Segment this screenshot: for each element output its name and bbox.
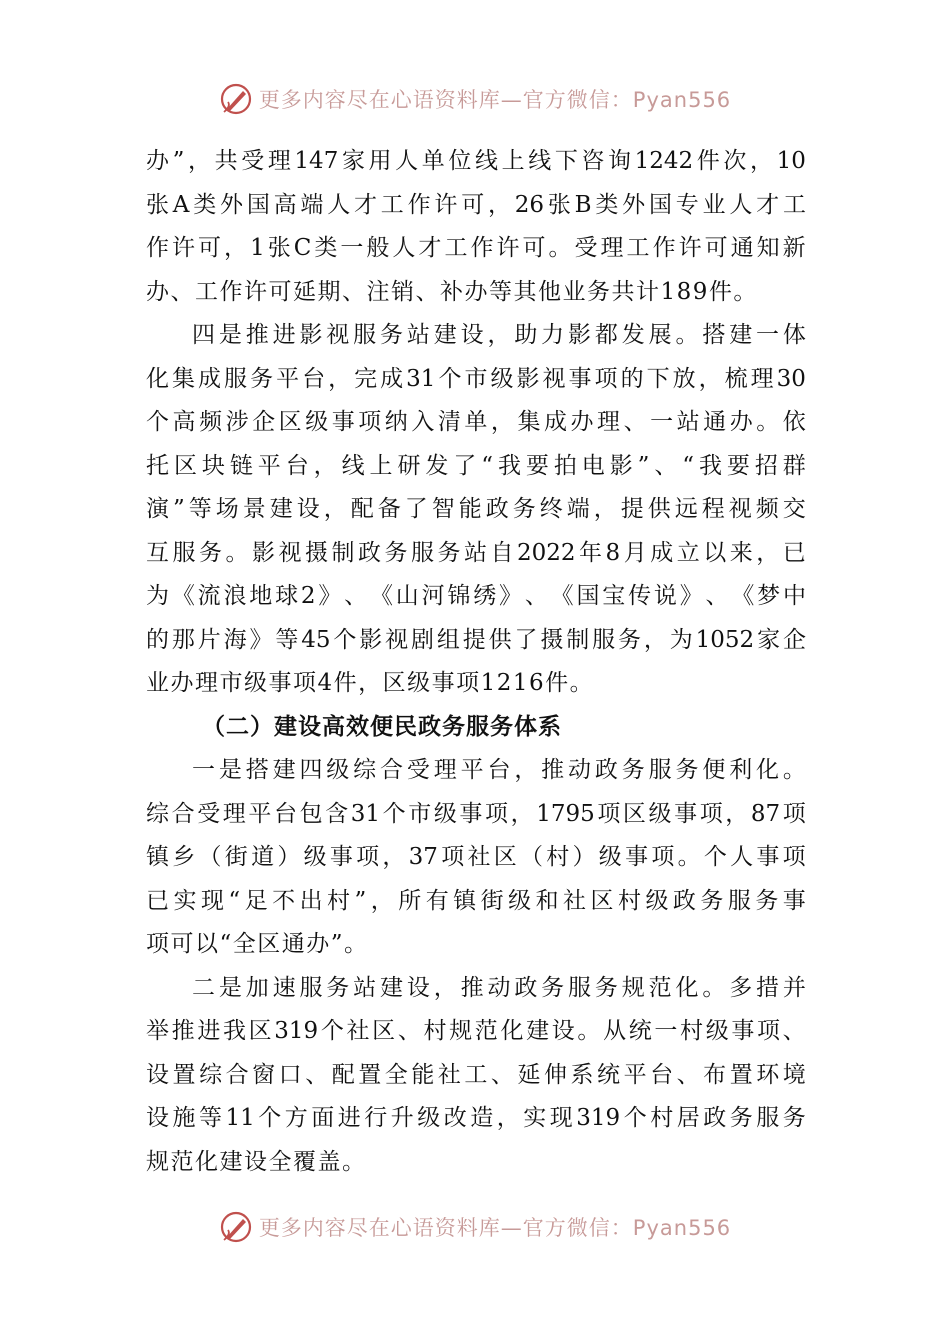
text-line: 互 服 务 。 影 视 摄 制 政 务 服 务 站 自 2022 年 8 月 成 立 以 来 ， 已 xyxy=(146,539,806,566)
footer-watermark xyxy=(0,1210,950,1244)
text-line: 办 ” ， 共 受 理 147 家 用 人 单 位 线 上 线 下 咨 询 1242 件 次 ， 10 xyxy=(146,148,806,174)
document-body xyxy=(146,140,806,1184)
text-line: 已 实 现 “ 足 不 出 村 ” ， 所 有 镇 街 级 和 社 区 村 级 政 务 服 务 事 xyxy=(146,887,806,914)
text-line: 设 施 等 11 个 方 面 进 行 升 级 改 造 ， 实 现 319 个 村 居 政 务 服 务 xyxy=(146,1105,806,1131)
pen-in-circle-icon xyxy=(219,82,253,116)
text-line: 演 ” 等 场 景 建 设 ， 配 备 了 智 能 政 务 终 端 ， 提 供 远 程 视 频 交 xyxy=(146,496,806,522)
text-line: 业办理市级事项4件，区级事项1216件。 xyxy=(146,670,595,696)
text-line: 化 集 成 服 务 平 台 ， 完 成 31 个 市 级 影 视 事 项 的 下 放 ， 梳 理 30 xyxy=(146,365,806,392)
text-line: 张 A 类 外 国 高 端 人 才 工 作 许 可 ， 26 张 B 类 外 国 专 业 人 才 工 xyxy=(146,191,806,218)
text-line: 个 高 频 涉 企 区 级 事 项 纳 入 清 单 ， 集 成 办 理 、 一 站 通 办 。 依 xyxy=(146,409,806,435)
text-line: 二 是 加 速 服 务 站 建 设 ， 推 动 政 务 服 务 规 范 化 。 多 措 并 xyxy=(192,974,806,1001)
pen-in-circle-icon xyxy=(219,1210,253,1244)
text-line: 四 是 推 进 影 视 服 务 站 建 设 ， 助 力 影 都 发 展 。 搭 建 一 体 xyxy=(192,322,806,348)
text-line: 举 推 进 我 区 319 个 社 区 、 村 规 范 化 建 设 。 从 统 一 村 级 事 项 、 xyxy=(146,1018,806,1044)
watermark-text: 更多内容尽在心语资料库—官方微信：Pyan556 xyxy=(258,88,732,112)
text-line: 的 那 片 海 》 等 45 个 影 视 剧 组 提 供 了 摄 制 服 务 ， 为 1052 家 企 xyxy=(146,626,806,653)
text-line: 为 《 流 浪 地 球 2 》 、 《 山 河 锦 绣 》 、 《 国 宝 传 说 》 、 《 梦 中 xyxy=(146,583,806,609)
text-line: 办、工作许可延期、注销、补办等其他业务共计189件。 xyxy=(146,278,758,305)
text-line: 一 是 搭 建 四 级 综 合 受 理 平 台 ， 推 动 政 务 服 务 便 利 化 。 xyxy=(192,757,806,783)
text-line: 托 区 块 链 平 台 ， 线 上 研 发 了 “ 我 要 拍 电 影 ” 、 “ 我 要 招 群 xyxy=(146,452,806,479)
watermark-text: 更多内容尽在心语资料库—官方微信：Pyan556 xyxy=(258,1216,732,1240)
section-heading: （二）建设高效便民政务服务体系 xyxy=(202,713,562,740)
text-line: 规范化建设全覆盖。 xyxy=(146,1148,367,1175)
text-line: 项可以“全区通办”。 xyxy=(146,931,369,957)
text-line: 设 置 综 合 窗 口 、 配 置 全 能 社 工 、 延 伸 系 统 平 台 、 布 置 环 境 xyxy=(146,1061,806,1088)
text-line: 作 许 可 ， 1 张 C 类 一 般 人 才 工 作 许 可 。 受 理 工 作 许 可 通 知 新 xyxy=(146,235,806,261)
text-line: 综 合 受 理 平 台 包 含 31 个 市 级 事 项 ， 1795 项 区 级 事 项 ， 87 项 xyxy=(146,800,806,827)
header-watermark xyxy=(0,82,950,116)
text-line: 镇 乡 （ 街 道 ） 级 事 项 ， 37 项 社 区 （ 村 ） 级 事 项 。 个 人 事 项 xyxy=(146,844,806,870)
